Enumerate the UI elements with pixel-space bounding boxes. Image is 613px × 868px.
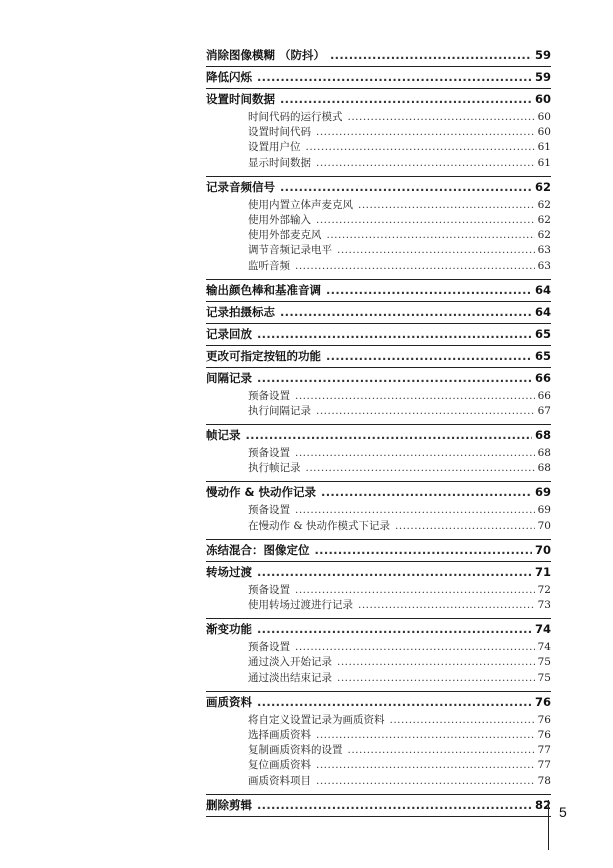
toc-subentry[interactable]: [206, 228, 551, 243]
toc-subentry-title: 预备设置: [248, 504, 290, 517]
dot-leader: [257, 368, 532, 389]
toc-subentry[interactable]: [206, 503, 551, 518]
toc-subentry-title: 使用外部麦克风: [248, 229, 322, 242]
toc-subentry-page: 63: [537, 259, 551, 272]
toc-entry-title: 更改可指定按钮的功能: [206, 348, 321, 363]
toc-subentry[interactable]: [206, 743, 551, 758]
toc-entry[interactable]: [206, 425, 551, 446]
toc-subentry[interactable]: [206, 713, 551, 728]
toc-subentry-title: 使用外部输入: [248, 213, 311, 226]
toc-subentry-list: [206, 446, 551, 481]
toc-section: [206, 45, 551, 67]
toc-entry-page: 65: [534, 326, 551, 341]
toc-entry-page: 71: [534, 564, 551, 579]
dot-leader: [295, 640, 535, 655]
toc-section: [206, 346, 551, 368]
toc-subentry-title: 执行间隔记录: [248, 404, 311, 417]
toc-subentry-title: 显示时间数据: [248, 156, 311, 169]
dot-leader: [316, 404, 535, 419]
toc-entry-page: 64: [534, 304, 551, 319]
toc-entry-page: 69: [534, 485, 551, 500]
toc-entry-title: 记录音频信号: [206, 179, 275, 194]
toc-section: [206, 89, 551, 177]
toc-subentry-title: 执行帧记录: [248, 462, 301, 475]
toc-entry-page: 59: [534, 70, 551, 84]
toc-subentry-list: [206, 503, 551, 538]
toc-subentry[interactable]: [206, 198, 551, 213]
dot-leader: [321, 482, 532, 503]
toc-subentry-page: 67: [537, 404, 551, 417]
dot-leader: [306, 461, 535, 476]
toc-subentry-list: [206, 640, 551, 691]
toc-section: [206, 67, 551, 89]
toc-subentry-page: 60: [537, 126, 551, 139]
toc-subentry[interactable]: [206, 110, 551, 125]
dot-leader: [327, 228, 535, 243]
toc-subentry-title: 时间代码的运行模式: [248, 111, 343, 123]
dot-leader: [337, 671, 535, 686]
toc-subentry[interactable]: [206, 583, 551, 598]
dot-leader: [257, 562, 532, 583]
toc-subentry-page: 68: [537, 462, 551, 475]
dot-leader: [246, 425, 532, 446]
toc-subentry[interactable]: [206, 758, 551, 773]
dot-leader: [326, 280, 532, 301]
toc-subentry[interactable]: [206, 640, 551, 655]
toc-subentry[interactable]: [206, 259, 551, 274]
toc-subentry-page: 60: [537, 111, 551, 123]
toc-subentry-page: 75: [537, 671, 551, 684]
toc-section: [206, 619, 551, 692]
toc-subentry[interactable]: [206, 598, 551, 613]
toc-entry-page: 59: [534, 48, 551, 62]
dot-leader: [315, 540, 532, 561]
toc-subentry[interactable]: [206, 404, 551, 419]
toc-subentry-title: 使用转场过渡进行记录: [248, 599, 353, 611]
toc-subentry-title: 在慢动作 & 快动作模式下记录: [248, 519, 391, 532]
table-of-contents: [206, 45, 551, 817]
toc-subentry-title: 选择画质资料: [248, 728, 311, 741]
toc-subentry-page: 68: [537, 447, 551, 460]
toc-section: [206, 540, 551, 562]
dot-leader: [257, 795, 532, 816]
page-footer: [548, 800, 579, 850]
toc-subentry-title: 监听音频: [248, 259, 290, 272]
toc-subentry[interactable]: [206, 655, 551, 670]
toc-subentry[interactable]: [206, 671, 551, 686]
toc-entry-page: 62: [534, 179, 551, 194]
toc-subentry[interactable]: [206, 446, 551, 461]
toc-subentry[interactable]: [206, 213, 551, 228]
toc-subentry-page: 76: [537, 713, 551, 726]
toc-subentry-title: 设置时间代码: [248, 126, 311, 139]
toc-subentry-title: 使用内置立体声麦克风: [248, 198, 353, 211]
toc-entry-page: 76: [534, 694, 551, 709]
toc-entry-title: 慢动作 & 快动作记录: [206, 485, 317, 500]
toc-section: [206, 562, 551, 619]
toc-subentry-title: 预备设置: [248, 641, 290, 654]
dot-leader: [257, 324, 532, 345]
toc-subentry-list: [206, 198, 551, 279]
toc-subentry[interactable]: [206, 461, 551, 476]
toc-entry-title: 渐变功能: [206, 622, 252, 637]
toc-subentry-title: 调节音频记录电平: [248, 244, 332, 257]
dot-leader: [326, 346, 532, 367]
toc-subentry-page: 76: [537, 728, 551, 741]
toc-subentry[interactable]: [206, 389, 551, 404]
toc-subentry-page: 74: [537, 641, 551, 654]
toc-entry[interactable]: [206, 302, 551, 323]
dot-leader: [295, 503, 535, 518]
dot-leader: [337, 243, 535, 258]
dot-leader: [348, 743, 535, 758]
toc-subentry-list: [206, 713, 551, 794]
toc-entry-page: 68: [534, 428, 551, 443]
toc-subentry-page: 75: [537, 656, 551, 669]
toc-section: [206, 425, 551, 482]
toc-subentry-page: 66: [537, 389, 551, 402]
toc-subentry[interactable]: [206, 156, 551, 171]
toc-entry[interactable]: [206, 692, 551, 713]
toc-entry-page: 60: [534, 92, 551, 106]
toc-entry-title: 输出颜色棒和基准音调: [206, 282, 321, 297]
toc-entry-page: 82: [534, 797, 551, 812]
dot-leader: [257, 67, 532, 88]
toc-subentry-title: 设置用户位: [248, 141, 301, 154]
toc-subentry[interactable]: [206, 125, 551, 140]
dot-leader: [295, 259, 535, 274]
toc-entry[interactable]: [206, 67, 551, 88]
toc-entry-title: 设置时间数据: [206, 92, 275, 106]
page-number: 5: [559, 804, 567, 820]
toc-entry[interactable]: [206, 562, 551, 583]
dot-leader: [295, 446, 535, 461]
toc-subentry-page: 78: [537, 774, 551, 787]
dot-leader: [316, 758, 535, 773]
toc-subentry-page: 73: [537, 599, 551, 611]
toc-subentry-list: [206, 389, 551, 424]
dot-leader: [330, 45, 532, 66]
dot-leader: [257, 692, 532, 713]
toc-entry-title: 记录回放: [206, 326, 252, 341]
toc-subentry-title: 画质资料项目: [248, 774, 311, 787]
toc-subentry-title: 预备设置: [248, 583, 290, 596]
toc-subentry-title: 预备设置: [248, 447, 290, 460]
toc-section: [206, 482, 551, 539]
toc-section: [206, 692, 551, 795]
toc-subentry-page: 62: [537, 213, 551, 226]
toc-entry-title: 删除剪辑: [206, 797, 252, 812]
toc-entry-title: 降低闪烁: [206, 70, 252, 84]
toc-entry-page: 65: [534, 348, 551, 363]
dot-leader: [306, 140, 535, 155]
toc-section: [206, 177, 551, 280]
toc-entry[interactable]: [206, 346, 551, 367]
toc-subentry-page: 61: [537, 156, 551, 169]
toc-entry-page: 70: [534, 542, 551, 557]
toc-entry-title: 消除图像模糊 （防抖）: [206, 48, 326, 62]
toc-subentry-title: 复制画质资料的设置: [248, 744, 343, 757]
toc-section: [206, 324, 551, 346]
toc-entry-title: 画质资料: [206, 694, 252, 709]
dot-leader: [348, 110, 535, 125]
toc-subentry-page: 77: [537, 759, 551, 772]
dot-leader: [316, 728, 535, 743]
toc-subentry[interactable]: [206, 728, 551, 743]
dot-leader: [280, 302, 532, 323]
toc-entry-title: 冻结混合：图像定位: [206, 542, 310, 557]
dot-leader: [337, 655, 535, 670]
toc-section: [206, 795, 551, 817]
dot-leader: [395, 519, 535, 534]
toc-entry[interactable]: [206, 368, 551, 389]
dot-leader: [358, 198, 535, 213]
toc-subentry-page: 70: [537, 519, 551, 532]
toc-entry[interactable]: [206, 619, 551, 640]
toc-subentry-title: 将自定义设置记录为画质资料: [248, 713, 385, 726]
toc-entry[interactable]: [206, 795, 551, 816]
toc-entry-title: 记录拍摄标志: [206, 304, 275, 319]
toc-entry-title: 帧记录: [206, 428, 241, 443]
toc-entry[interactable]: [206, 540, 551, 561]
toc-entry[interactable]: [206, 324, 551, 345]
toc-entry[interactable]: [206, 89, 551, 110]
toc-subentry-title: 复位画质资料: [248, 759, 311, 772]
toc-subentry-page: 63: [537, 244, 551, 257]
dot-leader: [390, 713, 535, 728]
toc-subentry-list: [206, 583, 551, 618]
toc-subentry[interactable]: [206, 140, 551, 155]
toc-entry[interactable]: [206, 45, 551, 66]
toc-entry-title: 转场过渡: [206, 564, 252, 579]
toc-subentry[interactable]: [206, 519, 551, 534]
toc-section: [206, 368, 551, 425]
dot-leader: [257, 619, 532, 640]
dot-leader: [316, 156, 535, 171]
dot-leader: [316, 213, 535, 228]
toc-entry-page: 66: [534, 370, 551, 385]
toc-subentry-page: 62: [537, 229, 551, 242]
dot-leader: [316, 125, 535, 140]
dot-leader: [316, 774, 535, 789]
toc-entry-page: 64: [534, 282, 551, 297]
toc-entry[interactable]: [206, 177, 551, 198]
toc-section: [206, 280, 551, 302]
toc-subentry-page: 61: [537, 141, 551, 154]
toc-subentry-page: 69: [537, 504, 551, 517]
dot-leader: [358, 598, 535, 613]
toc-subentry-list: [206, 110, 551, 176]
toc-subentry-page: 72: [537, 583, 551, 596]
toc-entry-title: 间隔记录: [206, 370, 252, 385]
toc-section: [206, 302, 551, 324]
toc-subentry-page: 62: [537, 198, 551, 211]
toc-subentry-title: 通过淡出结束记录: [248, 671, 332, 684]
dot-leader: [295, 583, 535, 598]
toc-entry[interactable]: [206, 280, 551, 301]
dot-leader: [295, 389, 535, 404]
dot-leader: [280, 177, 532, 198]
toc-subentry[interactable]: [206, 243, 551, 258]
toc-subentry[interactable]: [206, 774, 551, 789]
toc-subentry-title: 通过淡入开始记录: [248, 656, 332, 669]
toc-subentry-title: 预备设置: [248, 389, 290, 402]
toc-entry-page: 74: [534, 622, 551, 637]
toc-subentry-page: 77: [537, 744, 551, 757]
dot-leader: [280, 89, 532, 110]
toc-entry[interactable]: [206, 482, 551, 503]
